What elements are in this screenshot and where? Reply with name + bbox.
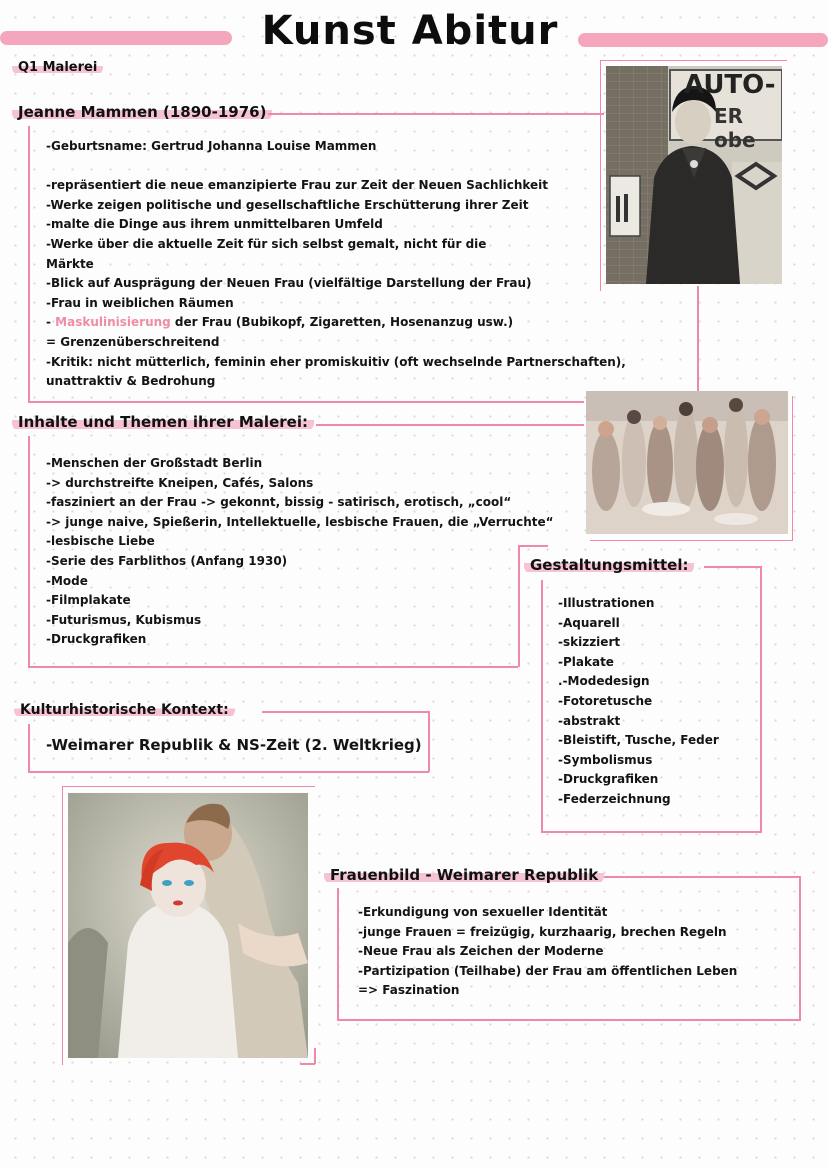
crowd-painting <box>586 391 788 534</box>
text-line: = Grenzenüberschreitend <box>46 334 220 349</box>
bracket-line <box>28 666 518 668</box>
connector-line <box>704 566 760 568</box>
text-line: -Blick auf Ausprägung der Neuen Frau (vielfältige Darstellung der Frau) <box>46 276 532 291</box>
text-line: -Mode <box>46 573 88 588</box>
text-line: => Faszination <box>358 983 460 998</box>
bracket-line <box>428 711 430 772</box>
crowd-drawing <box>586 391 788 534</box>
text-line: -malte die Dinge aus ihrem unmittelbaren Umfeld <box>46 217 383 232</box>
header-bar-right <box>578 33 828 47</box>
bracket-line <box>799 876 801 1020</box>
text-line: -Symbolismus <box>558 752 653 767</box>
text-line: Märkte <box>46 256 94 271</box>
bracket-line <box>541 580 543 832</box>
bracket-line <box>337 888 339 1020</box>
bracket-line <box>314 1048 316 1064</box>
bracket-line <box>337 1019 801 1021</box>
connector-line <box>268 113 604 115</box>
sign-text: ER obe <box>714 104 756 152</box>
text-line: -skizziert <box>558 635 621 650</box>
redhead-drawing <box>68 793 308 1058</box>
text-line: unattraktiv & Bedrohung <box>46 374 216 389</box>
bracket-line <box>28 436 30 667</box>
section-heading-themes: Inhalte und Themen ihrer Malerei: <box>12 413 314 431</box>
section-heading-means: Gestaltungsmittel: <box>524 556 694 574</box>
text-line <box>46 157 626 177</box>
bracket-line <box>541 831 762 833</box>
text-line: -abstrakt <box>558 713 621 728</box>
context-text: -Weimarer Republik & NS-Zeit (2. Weltkrieg) <box>46 736 422 754</box>
text-line: -> durchstreifte Kneipen, Cafés, Salons <box>46 475 314 490</box>
mask-word: Maskulinisierung <box>55 315 171 330</box>
connector-line <box>316 424 584 426</box>
text-line: -junge Frauen = freizügig, kurzhaarig, brechen Regeln <box>358 924 727 939</box>
mask-rest: der Frau (Bubikopf, Zigaretten, Hosenanzug usw.) <box>170 315 514 330</box>
text-line: -Druckgrafiken <box>46 632 147 647</box>
text-line: -Fotoretusche <box>558 693 653 708</box>
connector-line <box>604 876 800 878</box>
mammen-text <box>46 137 626 392</box>
page-subtitle: Q1 Malerei <box>12 60 103 75</box>
portrait-photo <box>606 66 782 284</box>
bracket-line <box>28 771 429 773</box>
text-line: -Kritik: nicht mütterlich, feminin eher promiskuitiv (oft wechselnde Partnerschaften), <box>46 354 626 369</box>
text-line: .-Modedesign <box>558 674 650 689</box>
bracket-line <box>28 126 30 402</box>
mask-prefix: - <box>46 315 56 330</box>
text-line: -lesbische Liebe <box>46 534 155 549</box>
connector-line <box>697 286 699 404</box>
text-line: -Aquarell <box>558 615 620 630</box>
text-line: -Bleistift, Tusche, Feder <box>558 733 719 748</box>
text-line: -Frau in weiblichen Räumen <box>46 295 234 310</box>
text-line: -Serie des Farblithos (Anfang 1930) <box>46 553 288 568</box>
text-line: -Illustrationen <box>558 596 655 610</box>
text-line: -Werke über die aktuelle Zeit für sich selbst gemalt, nicht für die <box>46 236 487 251</box>
section-heading-context: Kulturhistorische Kontext: <box>14 702 235 718</box>
text-line <box>46 313 626 333</box>
women-text <box>358 903 737 1001</box>
text-line: -Geburtsname: Gertrud Johanna Louise Mammen <box>46 139 377 153</box>
text-line: -Filmplakate <box>46 593 131 608</box>
bracket-line <box>300 1063 315 1065</box>
text-line: -repräsentiert die neue emanzipierte Frau zur Zeit der Neuen Sachlichkeit <box>46 178 549 193</box>
text-line: -Federzeichnung <box>558 791 671 806</box>
header-bar-left <box>0 31 232 45</box>
text-line: -Futurismus, Kubismus <box>46 612 202 627</box>
section-heading-mammen: Jeanne Mammen (1890-1976) <box>12 103 272 121</box>
means-text <box>558 594 719 810</box>
bracket-line <box>28 724 30 772</box>
sign-text: AUTO- <box>684 70 776 100</box>
redhead-painting <box>68 793 308 1058</box>
text-line: -Neue Frau als Zeichen der Moderne <box>358 944 604 959</box>
bracket-line <box>28 401 584 403</box>
text-line: -Erkundigung von sexueller Identität <box>358 905 608 919</box>
page-title: Kunst Abitur <box>261 8 559 54</box>
text-line: -fasziniert an der Frau -> gekonnt, bissig - satirisch, erotisch, „cool“ <box>46 495 512 510</box>
connector-line <box>262 711 428 713</box>
themes-text <box>46 454 554 650</box>
text-line: -Plakate <box>558 654 614 669</box>
text-line: -Menschen der Großstadt Berlin <box>46 456 263 470</box>
text-line: -Werke zeigen politische und gesellschaftliche Erschütterung ihrer Zeit <box>46 197 529 212</box>
text-line: -> junge naive, Spießerin, Intellektuelle, lesbische Frauen, die „Verruchte“ <box>46 514 554 529</box>
text-line: -Partizipation (Teilhabe) der Frau am öffentlichen Leben <box>358 963 738 978</box>
text-line: -Druckgrafiken <box>558 772 659 787</box>
section-heading-women: Frauenbild - Weimarer Republik <box>324 866 604 884</box>
bracket-line <box>760 566 762 832</box>
